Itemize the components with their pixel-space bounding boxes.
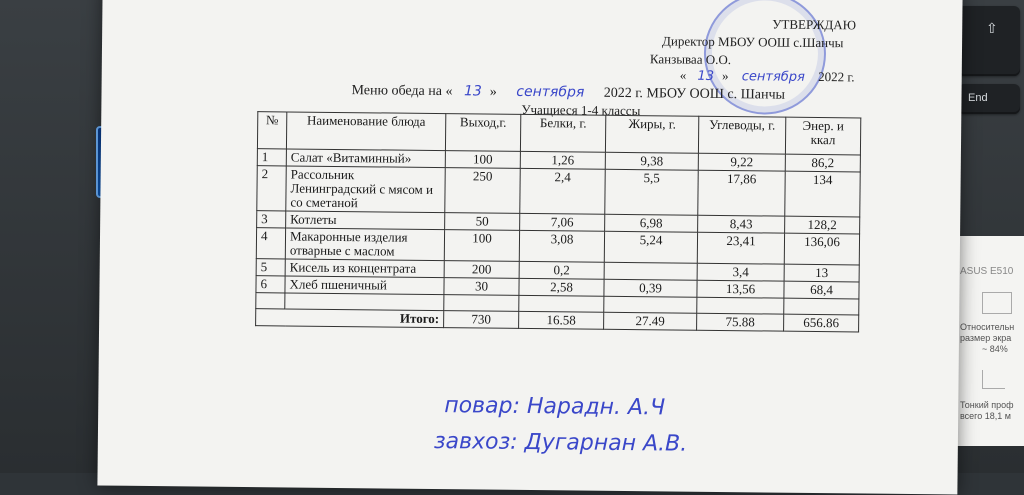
row-fat: 5,5 xyxy=(605,169,698,215)
row-kcal: 13 xyxy=(784,264,859,282)
header-kcal: Энер. и ккал xyxy=(785,117,860,155)
total-fat: 27.49 xyxy=(604,312,697,330)
row-number: 5 xyxy=(256,259,285,276)
row-carb: 9,22 xyxy=(698,153,785,171)
row-carb: 23,41 xyxy=(697,232,784,264)
asus-screen-icon xyxy=(982,292,1012,314)
approve-word: УТВЕРЖДАЮ xyxy=(772,16,857,33)
row-protein: 1,26 xyxy=(520,151,605,169)
row-fat: 6,98 xyxy=(605,214,698,232)
row-output: 100 xyxy=(445,151,520,169)
header-fat: Жиры, г. xyxy=(605,115,698,153)
approve-year: 2022 г. xyxy=(818,69,855,85)
approve-name: Канзываа О.О. xyxy=(649,51,732,68)
supply-signature: завхоз: Дугарнан А.В. xyxy=(433,429,688,457)
approve-day: 13 xyxy=(697,68,715,84)
approve-director: Директор МБОУ ООШ с.Шанчы xyxy=(662,33,844,51)
enter-key[interactable] xyxy=(958,6,1020,76)
row-carb: 13,56 xyxy=(697,280,784,298)
total-label: Итого: xyxy=(256,309,444,328)
row-number: 4 xyxy=(256,228,285,259)
row-protein: 3,08 xyxy=(519,230,604,262)
enter-key-label: ⇧ xyxy=(986,20,998,36)
row-fat: 9,38 xyxy=(605,152,698,170)
menu-document xyxy=(97,0,962,494)
row-output: 250 xyxy=(445,168,520,214)
row-protein: 7,06 xyxy=(520,213,605,231)
row-output: 50 xyxy=(445,213,520,231)
row-kcal: 134 xyxy=(785,171,860,217)
table-header-row xyxy=(257,112,860,155)
total-protein: 16.58 xyxy=(519,311,604,329)
asus-thin-icon xyxy=(982,370,1005,389)
header-protein: Белки, г. xyxy=(520,114,605,152)
approve-quote: « xyxy=(679,67,687,83)
row-protein: 2,4 xyxy=(520,168,605,214)
row-kcal: 68,4 xyxy=(784,281,859,299)
end-key[interactable] xyxy=(958,84,1020,114)
cook-signature: повар: Нарадн. А.Ч xyxy=(444,393,666,421)
total-carb: 75.88 xyxy=(697,313,784,331)
row-fat: 0,39 xyxy=(604,279,697,297)
total-output: 730 xyxy=(444,311,519,329)
menu-table xyxy=(255,111,861,332)
row-protein: 2,58 xyxy=(519,278,604,296)
row-fat: 5,24 xyxy=(604,231,697,263)
row-dish: Хлеб пшеничный xyxy=(285,276,444,295)
asus-pct: ~ 84% xyxy=(982,344,1008,354)
approve-date: « 13 » сентября 2022 г. xyxy=(679,67,855,85)
row-kcal: 136,06 xyxy=(784,233,859,265)
end-key-label: End xyxy=(968,92,988,104)
row-dish: Макаронные изделия отварные с маслом xyxy=(285,228,444,261)
row-output: 30 xyxy=(444,278,519,296)
menu-title: Меню обеда на « 13 » сентября 2022 г. МБОУ ООШ с. Шанчы xyxy=(351,83,785,103)
menu-month: сентября xyxy=(516,83,585,101)
row-number: 2 xyxy=(257,166,286,211)
row-carb: 8,43 xyxy=(698,215,785,233)
asus-model: ASUS E510 xyxy=(960,266,1014,277)
total-kcal: 656.86 xyxy=(784,314,859,332)
row-output: 100 xyxy=(444,230,519,262)
row-kcal: 86,2 xyxy=(785,154,860,172)
approve-month: сентября xyxy=(741,69,805,85)
row-protein: 0,2 xyxy=(519,261,604,279)
row-fat xyxy=(604,262,697,280)
row-number: 1 xyxy=(257,149,286,166)
row-output: 200 xyxy=(444,261,519,279)
asus-line2: размер экра xyxy=(960,333,1012,343)
header-number: № xyxy=(257,112,286,149)
row-number: 3 xyxy=(257,211,286,228)
header-carb: Углеводы, г. xyxy=(698,116,785,154)
header-dish: Наименование блюда xyxy=(286,112,445,151)
row-dish: Котлеты xyxy=(286,211,445,230)
header-output: Выход,г. xyxy=(445,114,520,152)
asus-line1: Относительн xyxy=(960,322,1015,332)
row-dish: Кисель из концентрата xyxy=(285,259,444,278)
menu-subtitle: Учащиеся 1-4 классы xyxy=(521,101,641,119)
asus-line3: Тонкий проф xyxy=(960,400,1014,410)
row-dish: Рассольник Ленинградский с мясом и со сметаной xyxy=(286,166,445,213)
row-dish: Салат «Витаминный» xyxy=(286,149,445,168)
row-number: 6 xyxy=(256,276,285,293)
menu-day: 13 xyxy=(463,83,482,100)
row-kcal: 128,2 xyxy=(785,216,860,234)
asus-line4: всего 18,1 м xyxy=(960,411,1011,421)
table-row xyxy=(257,166,860,217)
menu-title-prefix: Меню обеда на « xyxy=(351,83,453,100)
row-carb: 3,4 xyxy=(697,263,784,281)
menu-title-suffix: 2022 г. МБОУ ООШ с. Шанчы xyxy=(603,85,785,103)
row-carb: 17,86 xyxy=(698,170,785,216)
